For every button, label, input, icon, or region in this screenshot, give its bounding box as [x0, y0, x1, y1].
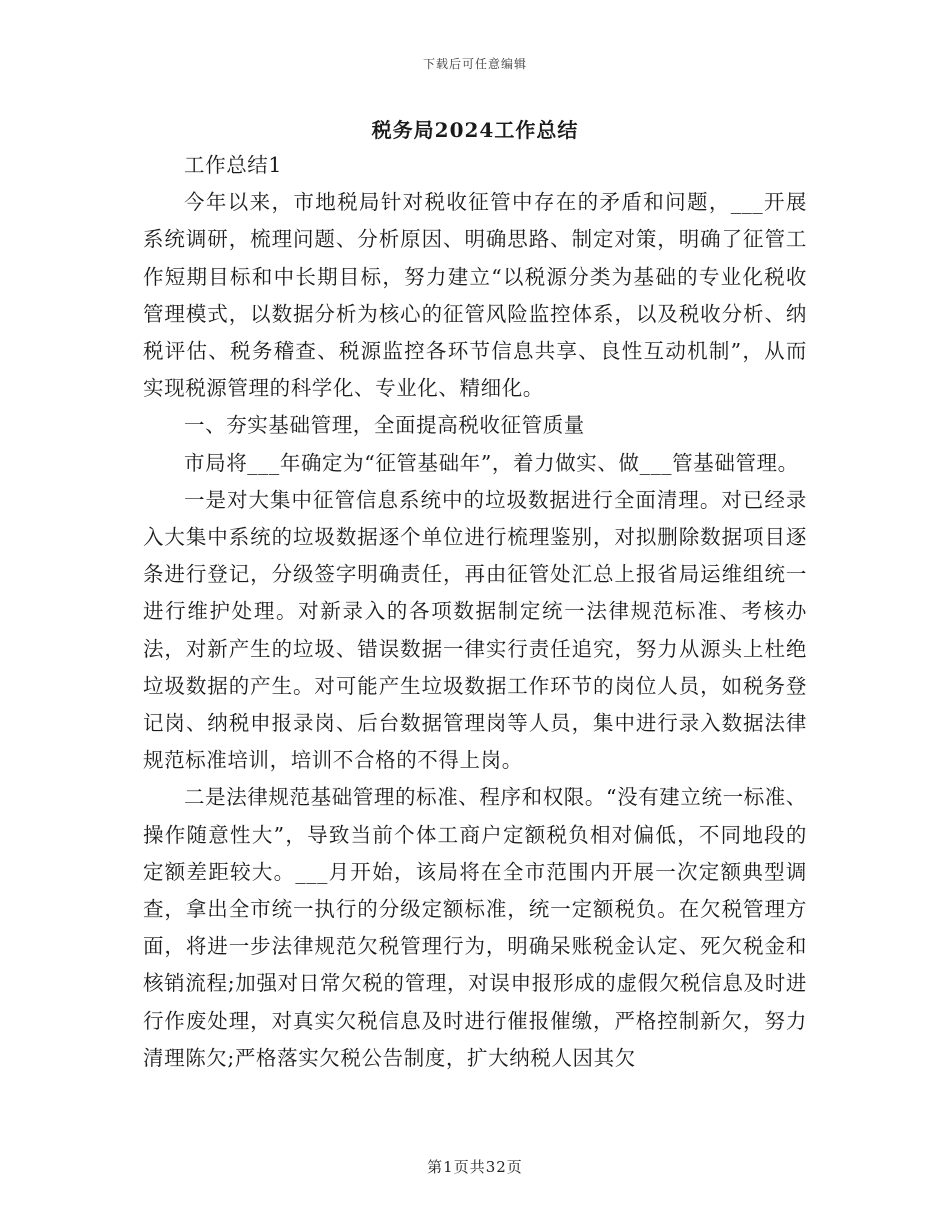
paragraph-standards: 二是法律规范基础管理的标准、程序和权限。“没有建立统一标准、操作随意性大”，导致当前个体工商户定额税负相对偏低，不同地段的定额差距较大。___月开始，该局将在全市范围内开展一次定额典型调查，拿出全市统一执行的分级定额标准，统一定额税负。在欠税管理方面，将进一步法律规范欠税管理行为，明确呆账税金认定、死欠税金和核销流程;加强对日常欠税的管理，对误申报形成的虚假欠税信息及时进行作废处理，对真实欠税信息及时进行催报催缴，严格控制新欠，努力清理陈欠;严格落实欠税公告制度，扩大纳税人因其欠 [143, 785, 807, 1070]
document-body [143, 147, 807, 1077]
paragraph-foundation-year: 市局将___年确定为“征管基础年”，着力做实、做___管基础管理。 [184, 450, 799, 475]
section-heading-summary-1: 工作总结1 [184, 153, 283, 177]
page-header-note: 下载后可任意编辑 [422, 57, 527, 71]
document-title: 税务局2024工作总结 [371, 118, 579, 142]
page-footer-page-number: 第1页共32页 [427, 1158, 523, 1176]
paragraph-data-cleanup: 一是对大集中征管信息系统中的垃圾数据进行全面清理。对已经录入大集中系统的垃圾数据逐个单位进行梳理鉴别，对拟删除数据项目逐条进行登记，分级签字明确责任，再由征管处汇总上报省局运维组统一进行维护处理。对新录入的各项数据制定统一法律规范标准、考核办法，对新产生的垃圾、错误数据一律实行责任追究，努力从源头上杜绝垃圾数据的产生。对可能产生垃圾数据工作环节的岗位人员，如税务登记岗、纳税申报录岗、后台数据管理岗等人员，集中进行录入数据法律规范标准培训，培训不合格的不得上岗。 [143, 487, 807, 773]
section-heading-foundation: 一、夯实基础管理，全面提高税收征管质量 [184, 413, 585, 438]
paragraph-intro: 今年以来，市地税局针对税收征管中存在的矛盾和问题，___开展系统调研，梳理问题、分析原因、明确思路、制定对策，明确了征管工作短期目标和中长期目标，努力建立“以税源分类为基础的专业化税收管理模式，以数据分析为核心的征管风险监控体系，以及税收分析、纳税评估、税务稽查、税源监控各环节信息共享、良性互动机制”，从而实现税源管理的科学化、专业化、精细化。 [143, 190, 807, 401]
